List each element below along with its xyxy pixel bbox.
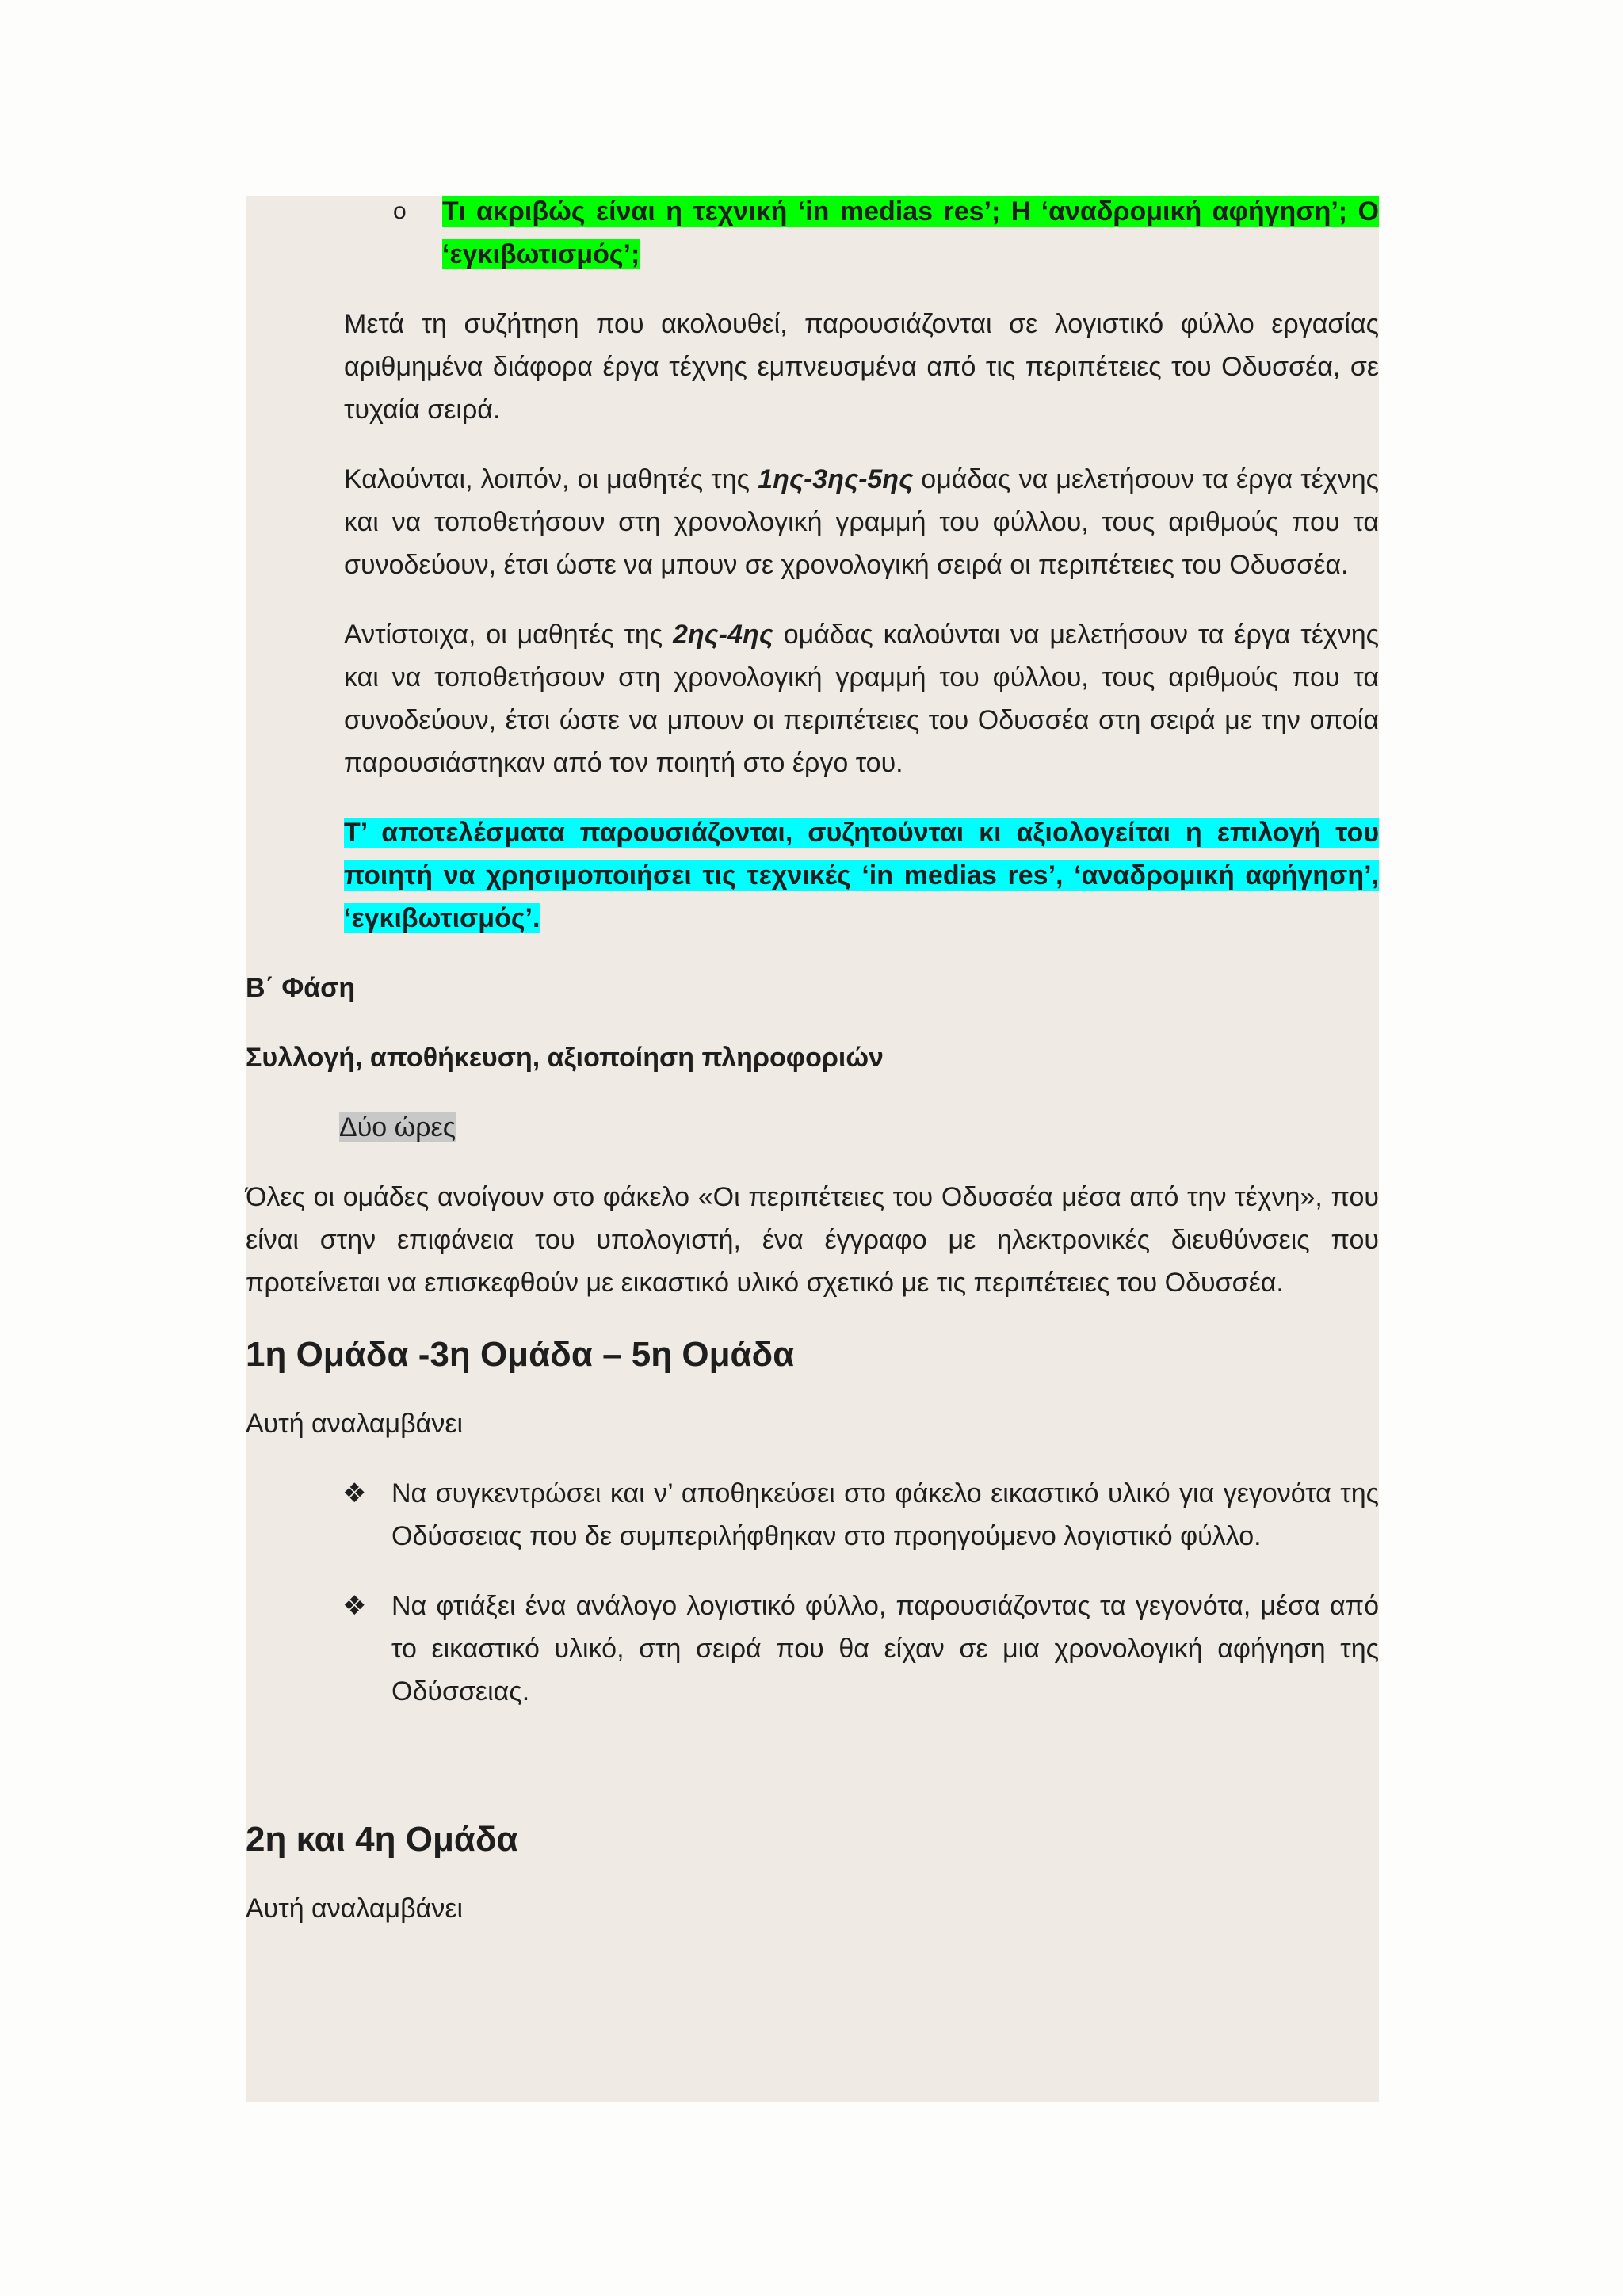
question-item xyxy=(393,190,1379,276)
task-bullet-1: ❖ Να συγκεντρώσει και ν’ αποθηκεύσει στο φάκελο εικαστικό υλικό για γεγονότα της Οδύσσειας που δε συμπεριλήφθηκαν στο προηγούμενο λογιστικό φύλλο. xyxy=(391,1472,1379,1558)
paragraph-results xyxy=(344,811,1379,940)
phase-title: Β΄ Φάση xyxy=(246,973,356,1003)
task-bullet-2: ❖ Να φτιάξει ένα ανάλογο λογιστικό φύλλο, παρουσιάζοντας τα γεγονότα, μέσα από το εικαστικό υλικό, στη σειρά που θα είχαν σε μια χρονολογική αφήγηση της Οδύσσειας. xyxy=(391,1585,1379,1713)
diamond-bullet-icon: ❖ xyxy=(342,1478,367,1508)
paragraph-worksheet: Μετά τη συζήτηση που ακολουθεί, παρουσιάζονται σε λογιστικό φύλλο εργασίας αριθμημένα διάφορα έργα τέχνης εμπνευσμένα από τις περιπέτειες του Οδυσσέα, σε τυχαία σειρά. xyxy=(344,309,1379,425)
section-heading-even-groups: 2η και 4η Ομάδα xyxy=(246,1820,518,1859)
diamond-bullet-icon: ❖ xyxy=(342,1591,367,1621)
question-text: Τι ακριβώς είναι η τεχνική ‘in medias res’; Η ‘αναδρομική αφήγηση’; Ο ‘εγκιβωτισμός’; xyxy=(442,196,1379,269)
section-intro-even-groups: Αυτή αναλαμβάνει xyxy=(246,1894,464,1924)
section-intro-odd-groups: Αυτή αναλαμβάνει xyxy=(246,1409,464,1439)
results-text: Τ’ αποτελέσματα παρουσιάζονται, συζητούνται κι αξιολογείται η επιλογή του ποιητή να χρησιμοποιήσει τις τεχνικές ‘in medias res’, ‘αναδρομική αφήγηση’, ‘εγκιβωτισμός’. xyxy=(344,818,1379,933)
groups-odd-label: 1ης-3ης-5ης xyxy=(758,464,914,494)
document-body xyxy=(246,190,1379,1930)
duration-text: Δύο ώρες xyxy=(339,1112,456,1142)
paragraph-groups-odd: Καλούνται, λοιπόν, οι μαθητές της 1ης-3ης-5ης ομάδας να μελετήσουν τα έργα τέχνης και να τοποθετήσουν στη χρονολογική γραμμή του φύλλου, τους αριθμούς που τα συνοδεύουν, έτσι ώστε να μπουν σε χρονολογική σειρά οι περιπέτειες του Οδυσσέα. xyxy=(344,464,1380,580)
phase-subtitle: Συλλογή, αποθήκευση, αξιοποίηση πληροφοριών xyxy=(246,1043,884,1073)
groups-even-label: 2ης-4ης xyxy=(673,620,773,650)
duration xyxy=(339,1106,1374,1149)
paragraph-groups-even: Αντίστοιχα, οι μαθητές της 2ης-4ης ομάδας καλούνται να μελετήσουν τα έργα τέχνης και να τοποθετήσουν στη χρονολογική γραμμή του φύλλου, τους αριθμούς που τα συνοδεύουν, έτσι ώστε να μπουν οι περιπέτειες του Οδυσσέα στη σειρά με την οποία παρουσιάστηκαν από τον ποιητή στο έργο του. xyxy=(344,620,1380,778)
circle-bullet-icon: o xyxy=(393,198,407,224)
section-heading-odd-groups: 1η Ομάδα -3η Ομάδα – 5η Ομάδα xyxy=(246,1335,795,1374)
paragraph-folder: Όλες οι ομάδες ανοίγουν στο φάκελο «Οι περιπέτειες του Οδυσσέα μέσα από την τέχνη», που είναι στην επιφάνεια του υπολογιστή, ένα έγγραφο με ηλεκτρονικές διευθύνσεις που προτείνεται να επισκεφθούν με εικαστικό υλικό σχετικό με τις περιπέτειες του Οδυσσέα. xyxy=(246,1182,1379,1298)
